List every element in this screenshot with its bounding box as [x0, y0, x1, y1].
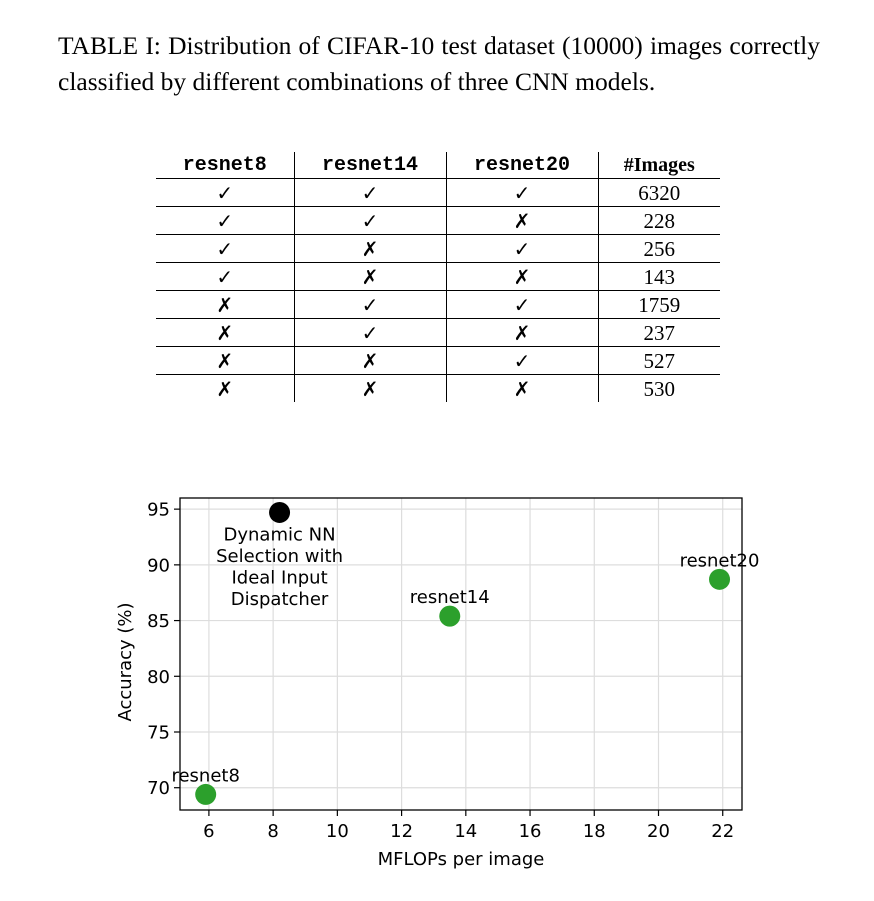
- classified-mark-cell: ✓: [446, 179, 598, 207]
- x-tick-label: 16: [518, 821, 542, 842]
- x-axis-label: MFLOPs per image: [377, 849, 545, 870]
- x-tick-label: 18: [582, 821, 606, 842]
- scatter-point: [269, 502, 290, 523]
- image-count-cell: 228: [598, 207, 720, 235]
- point-label-line: Dynamic NN: [223, 524, 336, 546]
- classified-mark-cell: ✗: [294, 375, 446, 403]
- scatter-point: [195, 784, 216, 805]
- x-tick-label: 20: [647, 821, 670, 842]
- classified-mark-cell: ✓: [294, 179, 446, 207]
- y-tick-label: 90: [147, 555, 170, 577]
- table-caption: TABLE I: Distribution of CIFAR-10 test dataset (10000) images correctly classified by different combinations of three CNN models.: [58, 31, 820, 96]
- scatter-point: [439, 606, 460, 627]
- classified-mark-cell: ✗: [446, 207, 598, 235]
- x-tick-label: 14: [454, 821, 478, 842]
- classified-mark-cell: ✗: [216, 376, 234, 401]
- col-header-images: #Images: [598, 152, 720, 179]
- classified-mark-cell: ✗: [294, 347, 446, 375]
- image-count-cell: 530: [598, 375, 720, 403]
- col-header-resnet8: resnet8: [156, 152, 294, 179]
- y-tick-label: 70: [147, 778, 170, 800]
- x-tick-label: 8: [267, 821, 279, 842]
- scatter-point: [709, 569, 730, 590]
- classified-mark-cell: ✗: [294, 263, 446, 291]
- image-count-cell: 6320: [598, 179, 720, 207]
- point-label-line: Selection with: [216, 545, 343, 567]
- classified-mark-cell: ✗: [294, 235, 446, 263]
- image-count-cell: 143: [598, 263, 720, 291]
- image-count-cell: 256: [598, 235, 720, 263]
- y-tick-label: 95: [147, 499, 170, 521]
- y-tick-label: 85: [147, 611, 170, 633]
- x-tick-label: 10: [325, 821, 349, 842]
- y-tick-label: 75: [147, 722, 170, 744]
- classified-mark-cell: ✗: [446, 319, 598, 347]
- classified-mark-cell: ✓: [156, 263, 294, 291]
- classified-mark-cell: ✓: [446, 235, 598, 263]
- y-axis-label: Accuracy (%): [115, 602, 136, 722]
- classified-mark-cell: ✓: [294, 319, 446, 347]
- col-header-resnet20: resnet20: [446, 152, 598, 179]
- classified-mark-cell: ✗: [156, 319, 294, 347]
- x-tick-label: 22: [711, 821, 735, 842]
- point-label: resnet14: [409, 587, 490, 609]
- classified-mark-cell: ✗: [446, 375, 598, 403]
- classified-mark-cell: ✓: [294, 291, 446, 319]
- point-label-line: Dispatcher: [230, 588, 329, 610]
- classified-mark-cell: ✓: [446, 291, 598, 319]
- point-label: resnet8: [171, 765, 240, 787]
- x-tick-label: 12: [390, 821, 414, 842]
- col-header-resnet14: resnet14: [294, 152, 446, 179]
- classified-mark-cell: ✓: [156, 179, 294, 207]
- image-count-cell: 1759: [598, 291, 720, 319]
- y-tick-label: 80: [147, 666, 170, 688]
- x-tick-label: 6: [203, 821, 215, 842]
- point-label-line: Ideal Input: [231, 567, 328, 589]
- classified-mark-cell: ✗: [156, 291, 294, 319]
- image-count-cell: 237: [598, 319, 720, 347]
- point-label: resnet20: [679, 550, 760, 572]
- classified-mark-cell: ✓: [156, 235, 294, 263]
- classified-mark-cell: ✓: [446, 347, 598, 375]
- classified-mark-cell: ✗: [156, 347, 294, 375]
- classified-mark-cell: ✓: [156, 207, 294, 235]
- classified-mark-cell: ✗: [446, 263, 598, 291]
- classified-mark-cell: ✓: [294, 207, 446, 235]
- image-count-cell: 527: [598, 347, 720, 375]
